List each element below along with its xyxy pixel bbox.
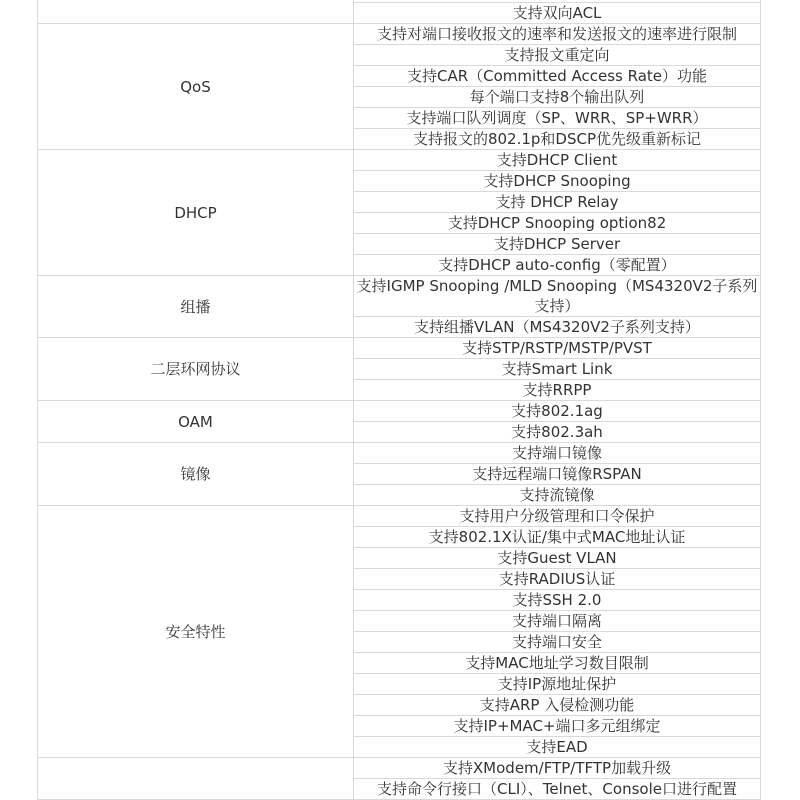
feature-cell: 支持CAR（Committed Access Rate）功能 bbox=[354, 66, 761, 87]
feature-cell: 支持EAD bbox=[354, 737, 761, 758]
feature-cell: 支持DHCP Server bbox=[354, 234, 761, 255]
spec-table-body bbox=[38, 0, 761, 800]
feature-cell: 支持DHCP Client bbox=[354, 150, 761, 171]
feature-cell: 支持端口镜像 bbox=[354, 443, 761, 464]
feature-cell: 支持 DHCP Relay bbox=[354, 192, 761, 213]
table-row bbox=[38, 443, 761, 464]
table-row bbox=[38, 338, 761, 359]
table-row bbox=[38, 150, 761, 171]
feature-cell: 支持流镜像 bbox=[354, 485, 761, 506]
feature-cell: 支持用户分级管理和口令保护 bbox=[354, 506, 761, 527]
feature-cell: 支持双向ACL bbox=[354, 3, 761, 24]
feature-cell: 支持Guest VLAN bbox=[354, 548, 761, 569]
table-row bbox=[38, 276, 761, 317]
feature-cell: 支持802.1X认证/集中式MAC地址认证 bbox=[354, 527, 761, 548]
feature-cell: 支持DHCP auto-config（零配置） bbox=[354, 255, 761, 276]
category-cell: 二层环网协议 bbox=[38, 338, 354, 401]
category-cell: 镜像 bbox=[38, 443, 354, 506]
feature-cell: 支持命令行接口（CLI）、Telnet、Console口进行配置 bbox=[354, 779, 761, 800]
category-cell bbox=[38, 758, 354, 800]
feature-cell: 支持IGMP Snooping /MLD Snooping（MS4320V2子系列支持） bbox=[354, 276, 761, 317]
category-cell: QoS bbox=[38, 24, 354, 150]
feature-cell: 支持XModem/FTP/TFTP加载升级 bbox=[354, 758, 761, 779]
feature-cell: 支持报文重定向 bbox=[354, 45, 761, 66]
table-row bbox=[38, 506, 761, 527]
feature-cell: 支持Smart Link bbox=[354, 359, 761, 380]
feature-cell: 支持端口安全 bbox=[354, 632, 761, 653]
feature-cell: 支持端口隔离 bbox=[354, 611, 761, 632]
category-cell: OAM bbox=[38, 401, 354, 443]
category-cell bbox=[38, 0, 354, 24]
spec-table bbox=[37, 0, 761, 800]
feature-cell: 支持端口队列调度（SP、WRR、SP+WRR） bbox=[354, 108, 761, 129]
table-row bbox=[38, 758, 761, 779]
feature-cell: 支持IP+MAC+端口多元组绑定 bbox=[354, 716, 761, 737]
feature-cell: 支持IP源地址保护 bbox=[354, 674, 761, 695]
feature-cell: 支持ARP 入侵检测功能 bbox=[354, 695, 761, 716]
feature-cell: 支持802.3ah bbox=[354, 422, 761, 443]
category-cell: 安全特性 bbox=[38, 506, 354, 758]
table-row bbox=[38, 401, 761, 422]
feature-cell: 支持STP/RSTP/MSTP/PVST bbox=[354, 338, 761, 359]
feature-cell: 支持远程端口镜像RSPAN bbox=[354, 464, 761, 485]
category-cell: DHCP bbox=[38, 150, 354, 276]
feature-cell: 支持对端口接收报文的速率和发送报文的速率进行限制 bbox=[354, 24, 761, 45]
feature-cell: 支持组播VLAN（MS4320V2子系列支持） bbox=[354, 317, 761, 338]
feature-cell: 支持DHCP Snooping bbox=[354, 171, 761, 192]
feature-cell: 支持802.1ag bbox=[354, 401, 761, 422]
feature-cell: 支持RADIUS认证 bbox=[354, 569, 761, 590]
feature-cell: 支持MAC地址学习数目限制 bbox=[354, 653, 761, 674]
feature-cell: 支持SSH 2.0 bbox=[354, 590, 761, 611]
feature-cell: 支持RRPP bbox=[354, 380, 761, 401]
feature-cell: 每个端口支持8个输出队列 bbox=[354, 87, 761, 108]
table-row bbox=[38, 24, 761, 45]
feature-cell: 支持DHCP Snooping option82 bbox=[354, 213, 761, 234]
category-cell: 组播 bbox=[38, 276, 354, 338]
feature-cell: 支持报文的802.1p和DSCP优先级重新标记 bbox=[354, 129, 761, 150]
